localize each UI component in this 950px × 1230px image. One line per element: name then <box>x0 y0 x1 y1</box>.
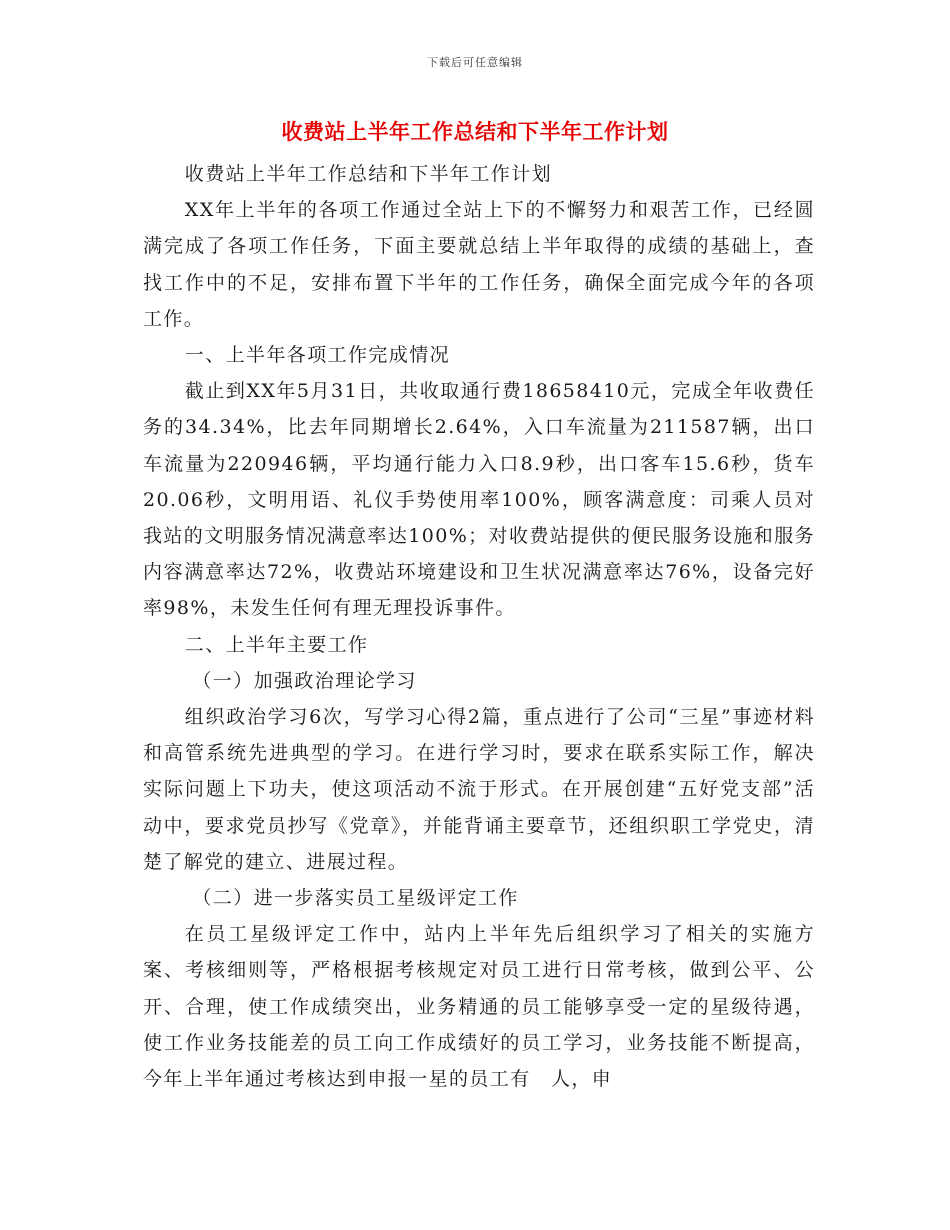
paragraph-statistics: 截止到XX年5月31日，共收取通行费18658410元，完成全年收费任务的34.34%，比去年同期增长2.64%，入口车流量为211587辆，出口车流量为220946辆，平均通行能力入口8.9秒，出口客车15.6秒，货车 20.06秒，文明用语、礼仪手势使用率100%，顾客满意度：司乘人员对我站的文明服务情况满意率达100%；对收费站提供的便民服务设施和服务内容满意率达72%，收费站环境建设和卫生状况满意率达76%，设备完好率98%，未发生任何有理无理投诉事件。 <box>143 380 815 620</box>
document-body <box>143 156 815 1097</box>
subsection-heading-2: （二）进一步落实员工星级评定工作 <box>192 887 519 910</box>
paragraph-political-study: 组织政治学习6次，写学习心得2篇，重点进行了公司“三星”事迹材料和高管系统先进典型的学习。在进行学习时，要求在联系实际工作，解决实际问题上下功夫，使这项活动不流于形式。在开展创建“五好党支部”活动中，要求党员抄写《党章》，并能背诵主要章节，还组织职工学党史，清楚了解党的建立、进展过程。 <box>143 706 815 873</box>
subsection-heading-1: （一）加强政治理论学习 <box>192 669 417 692</box>
section-heading-1: 一、上半年各项工作完成情况 <box>184 344 450 367</box>
paragraph-subtitle: 收费站上半年工作总结和下半年工作计划 <box>184 163 552 185</box>
paragraph-star-rating: 在员工星级评定工作中，站内上半年先后组织学习了相关的实施方案、考核细则等，严格根据考核规定对员工进行日常考核，做到公平、公开、合理，使工作成绩突出，业务精通的员工能够享受一定的星级待遇，使工作业务技能差的员工向工作成绩好的员工学习，业务技能不断提高，今年上半年通过考核达到申报一星的员工有 人，申 <box>143 923 815 1091</box>
download-note: 下载后可任意编辑 <box>427 56 523 69</box>
section-heading-2: 二、上半年主要工作 <box>184 633 369 656</box>
document-title: 收费站上半年工作总结和下半年工作计划 <box>281 120 669 144</box>
paragraph-intro: XX年上半年的各项工作通过全站上下的不懈努力和艰苦工作，已经圆满完成了各项工作任务，下面主要就总结上半年取得的成绩的基础上，查找工作中的不足，安排布置下半年的工作任务，确保全面完成今年的各项工作。 <box>143 199 815 330</box>
